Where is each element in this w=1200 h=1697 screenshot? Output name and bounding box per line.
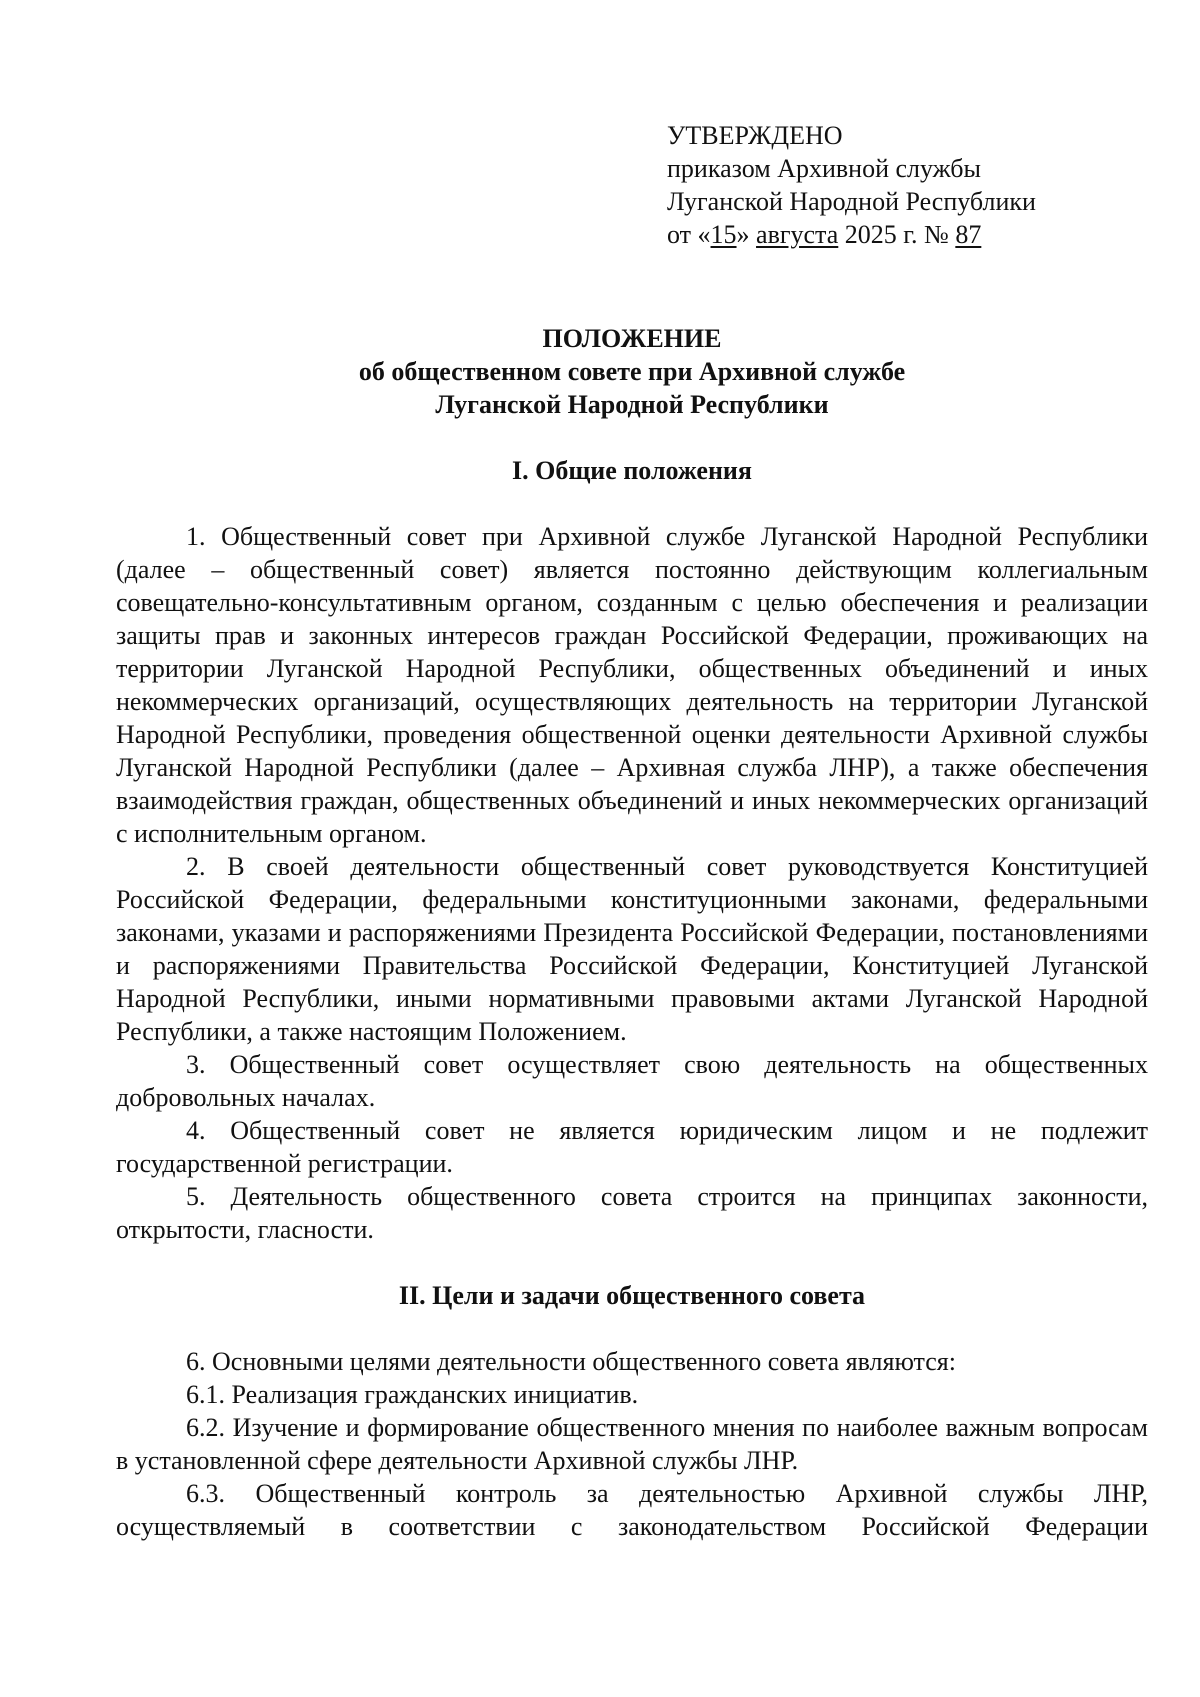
- paragraph: 6.1. Реализация гражданских инициатив.: [186, 1380, 639, 1409]
- order-number: 87: [955, 220, 982, 249]
- document-title: [116, 322, 1148, 421]
- approval-heading: УТВЕРЖДЕНО: [667, 121, 843, 150]
- date-month: августа: [756, 220, 839, 249]
- date-day: 15: [710, 220, 737, 249]
- approval-date-line: [667, 218, 1147, 251]
- paragraph: 3. Общественный совет осуществляет свою деятельность на общественных добровольных началах.: [116, 1050, 1148, 1112]
- date-prefix: от «: [667, 220, 711, 249]
- section-heading-2: II. Цели и задачи общественного совета: [398, 1281, 866, 1310]
- section-heading-1: I. Общие положения: [512, 456, 752, 485]
- paragraph: 1. Общественный совет при Архивной службе Луганской Народной Республики (далее – общественный совет) является постоянно действующим коллегиальным совещательно-консультативным органом, созданным с целью обеспечения и реализации защиты прав и законных интересов граждан Российской Федерации, проживающих на территории Луганской Народной Республики, общественных объединений и иных некоммерческих организаций, осуществляющих деятельность на территории Луганской Народной Республики, проведения общественной оценки деятельности Архивной службы Луганской Народной Республики (далее – Архивная служба ЛНР), а также обеспечения взаимодействия граждан, общественных объединений и иных некоммерческих организаций с исполнительным органом.: [116, 522, 1148, 848]
- paragraph: 2. В своей деятельности общественный совет руководствуется Конституцией Российской Федерации, федеральными конституционными законами, федеральными законами, указами и распоряжениями Президента Российской Федерации, постановлениями и распоряжениями Правительства Российской Федерации, Конституцией Луганской Народной Республики, иными нормативными правовыми актами Луганской Народной Республики, а также настоящим Положением.: [116, 852, 1148, 1046]
- title-region: Луганской Народной Республики: [435, 390, 829, 419]
- paragraph: 6.2. Изучение и формирование общественного мнения по наиболее важным вопросам в установленной сфере деятельности Архивной службы ЛНР.: [116, 1413, 1148, 1475]
- date-sep: »: [736, 220, 757, 249]
- title-main: ПОЛОЖЕНИЕ: [542, 324, 722, 353]
- paragraph: 6. Основными целями деятельности общественного совета являются:: [186, 1347, 956, 1376]
- paragraph: 6.3. Общественный контроль за деятельностью Архивной службы ЛНР, осуществляемый в соответствии с законодательством Российской Федерации: [116, 1479, 1148, 1541]
- paragraph: 4. Общественный совет не является юридическим лицом и не подлежит государственной регистрации.: [116, 1116, 1148, 1178]
- approval-authority: Луганской Народной Республики: [667, 187, 1036, 216]
- approval-order: приказом Архивной службы: [667, 154, 981, 183]
- approval-block: [667, 119, 1147, 251]
- title-subject: об общественном совете при Архивной службе: [358, 357, 906, 386]
- paragraph: 5. Деятельность общественного совета строится на принципах законности, открытости, гласности.: [116, 1182, 1148, 1244]
- date-year-label: 2025 г. №: [838, 220, 956, 249]
- document-body: [116, 322, 1148, 1543]
